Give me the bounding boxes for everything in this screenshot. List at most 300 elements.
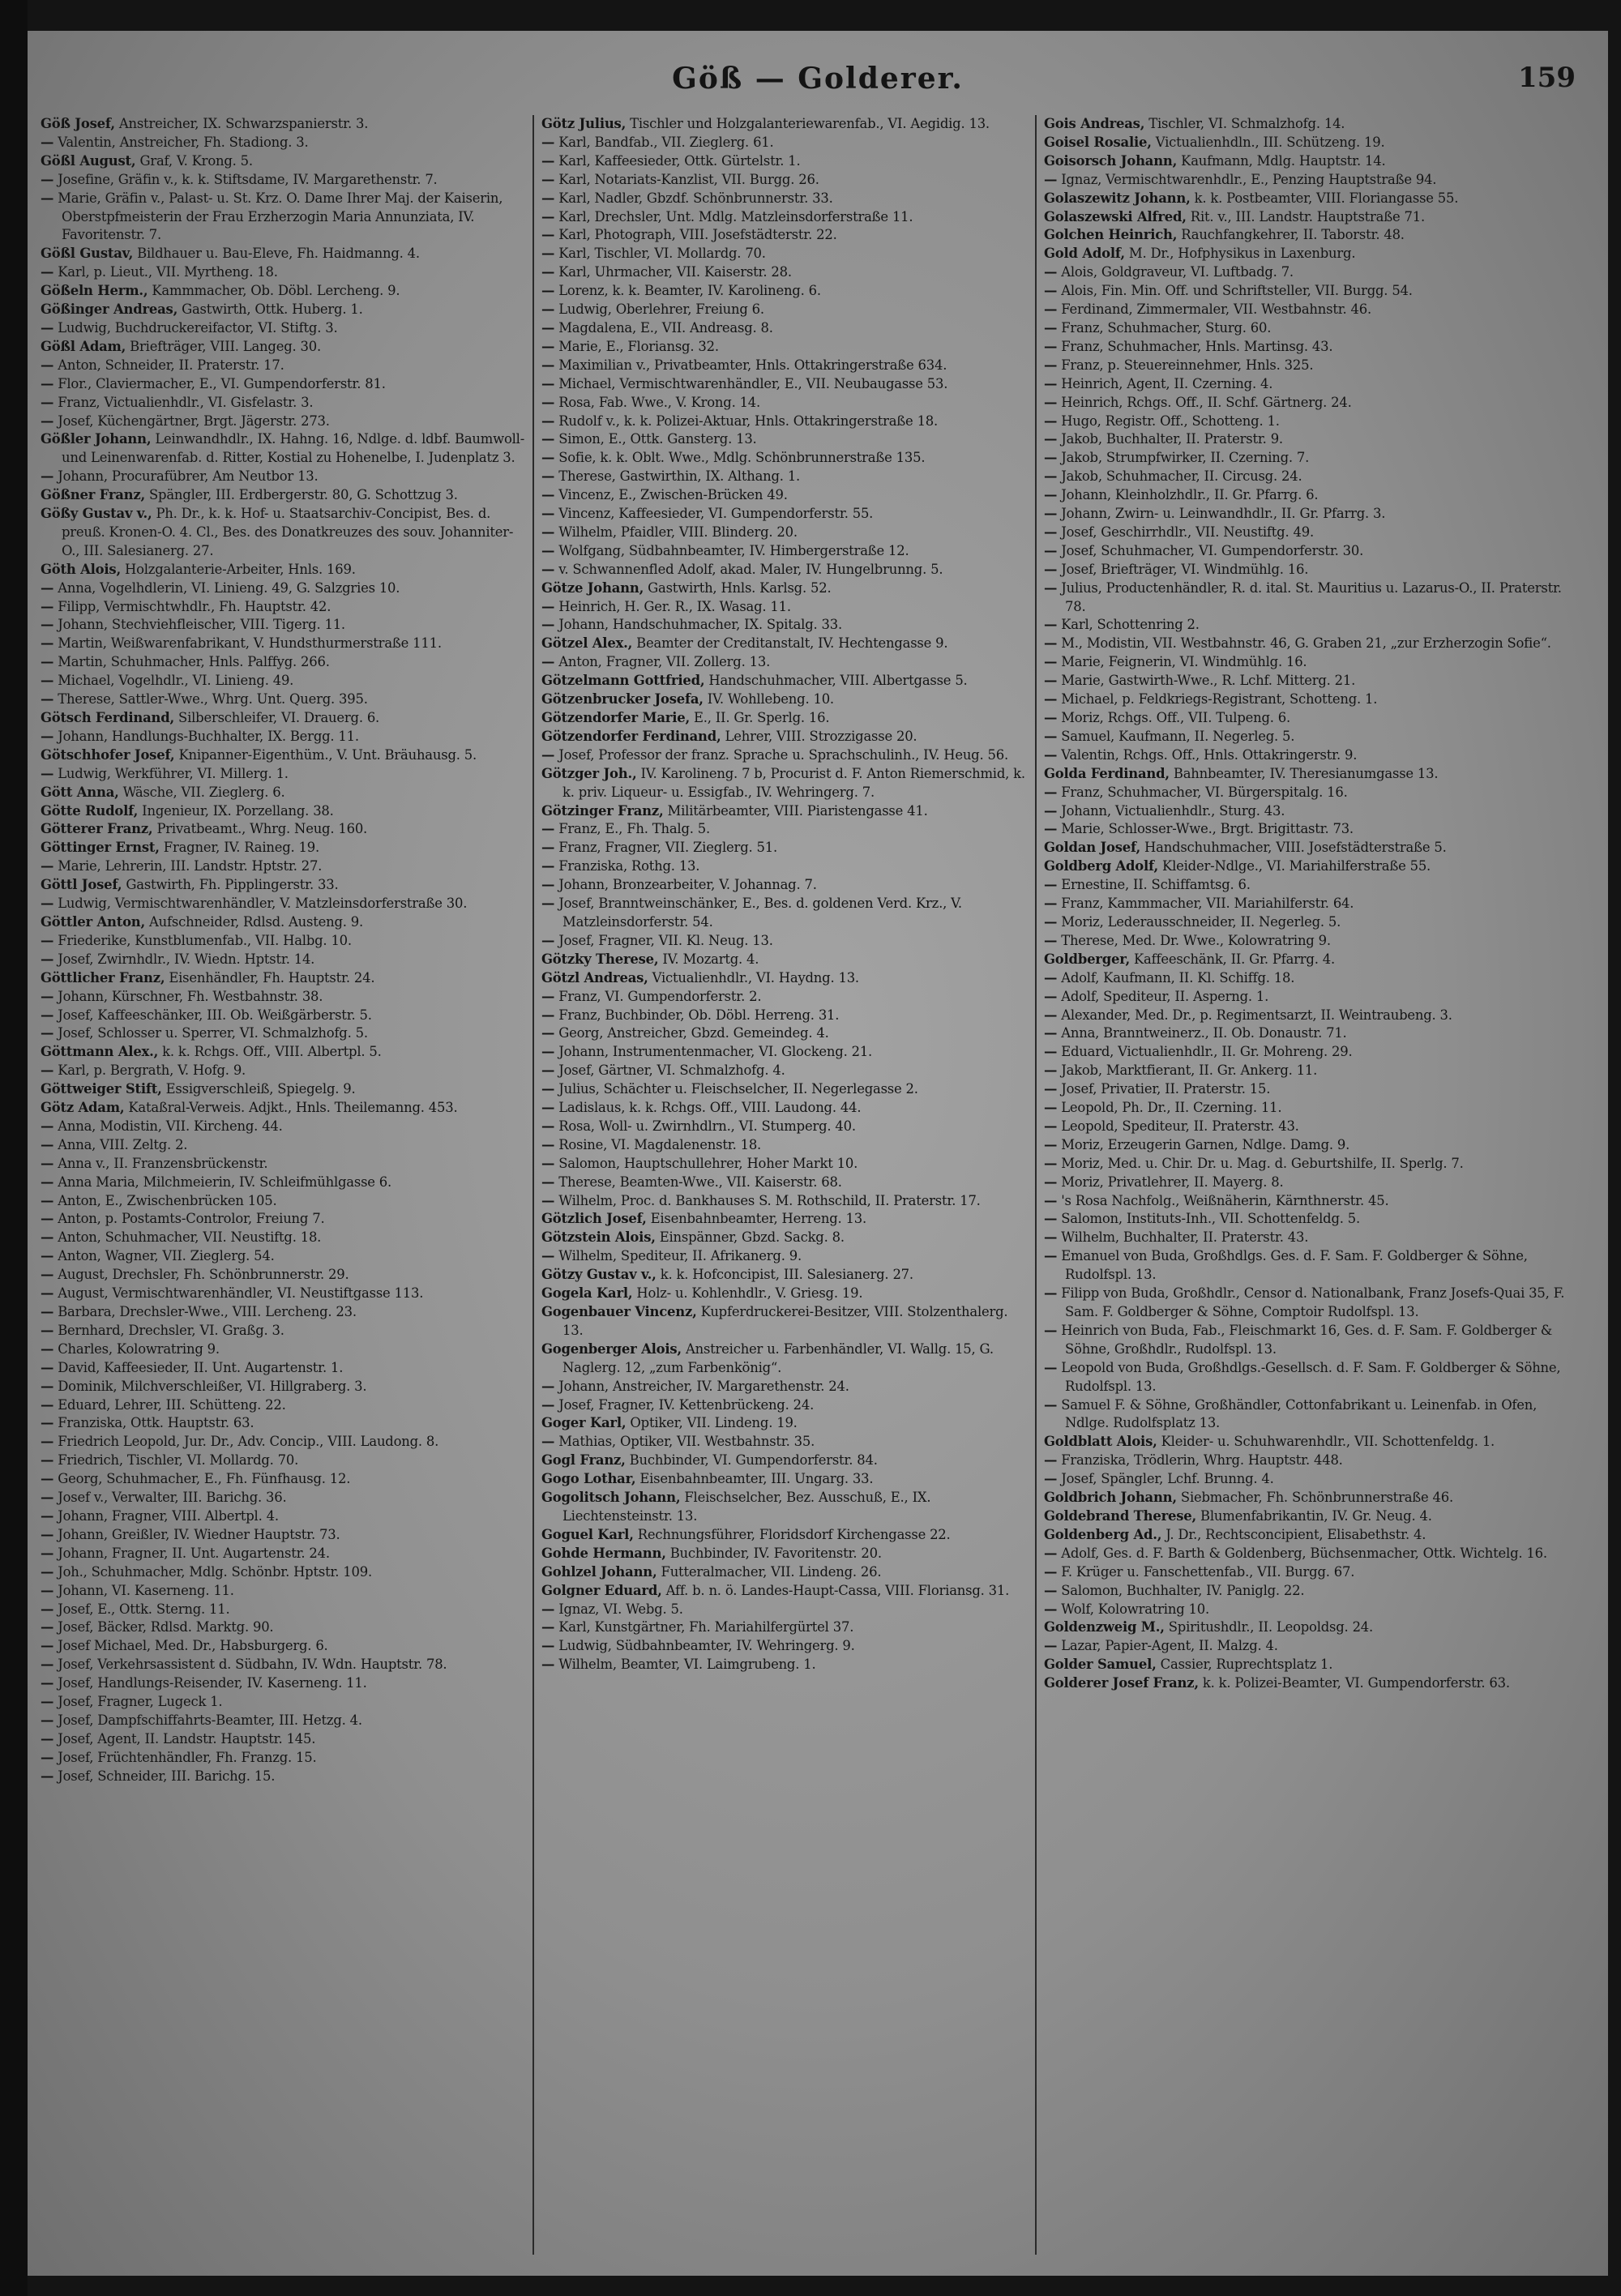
directory-entry bbox=[1044, 1155, 1579, 1174]
entry-name: — bbox=[41, 1490, 54, 1506]
entry-details: Karl, p. Bergrath, V. Hofg. 9. bbox=[53, 1062, 246, 1079]
entry-name: — bbox=[41, 1378, 54, 1394]
entry-name: — bbox=[41, 468, 54, 485]
directory-entry bbox=[41, 1080, 527, 1099]
directory-entry bbox=[541, 1229, 1029, 1247]
entry-details: Fragner, IV. Raineg. 19. bbox=[159, 840, 320, 856]
entry-details: k. k. Hofconcipist, III. Salesianerg. 27. bbox=[656, 1267, 913, 1283]
entry-details: Aufschneider, Rdlsd. Austeng. 9. bbox=[145, 913, 363, 930]
entry-details: Moriz, Med. u. Chir. Dr. u. Mag. d. Geburtshilfe, II. Sperlg. 7. bbox=[1057, 1155, 1464, 1171]
entry-details: Holzgalanterie-Arbeiter, Hnls. 169. bbox=[120, 561, 356, 577]
entry-details: Sofie, k. k. Oblt. Wwe., Mdlg. Schönbrunnerstraße 135. bbox=[554, 450, 926, 466]
entry-details: Karl, Schottenring 2. bbox=[1057, 617, 1200, 633]
directory-entry bbox=[1044, 245, 1579, 263]
directory-entry bbox=[41, 486, 527, 505]
directory-entry bbox=[1044, 505, 1579, 524]
entry-details: Wilhelm, Beamter, VI. Laimgrubeng. 1. bbox=[554, 1657, 816, 1673]
entry-name: Götz Adam, bbox=[41, 1100, 125, 1116]
entry-name: Gohde Hermann, bbox=[541, 1545, 666, 1561]
directory-entry bbox=[541, 1470, 1029, 1489]
directory-entry bbox=[41, 190, 527, 246]
entry-details: Martin, Schuhmacher, Hnls. Palffyg. 266. bbox=[53, 654, 330, 670]
entry-name: Gogolitsch Johann, bbox=[541, 1490, 681, 1506]
entry-name: — bbox=[41, 1434, 54, 1450]
directory-entry bbox=[1044, 746, 1579, 765]
entry-name: — bbox=[41, 357, 54, 373]
entry-details: Karl, Notariats-Kanzlist, VII. Burgg. 26. bbox=[554, 171, 819, 187]
entry-details: Anstreicher, IX. Schwarzspanierstr. 3. bbox=[114, 116, 369, 131]
entry-name: — bbox=[1044, 1638, 1058, 1654]
entry-details: Anton, Wagner, VII. Zieglerg. 54. bbox=[53, 1248, 275, 1264]
directory-entry bbox=[541, 190, 1029, 208]
entry-details: Karl, Drechsler, Unt. Mdlg. Matzleinsdorferstraße 11. bbox=[554, 208, 913, 224]
directory-entry bbox=[41, 765, 527, 784]
directory-entry bbox=[41, 1674, 527, 1693]
directory-entry bbox=[41, 672, 527, 691]
entry-name: — bbox=[1044, 635, 1058, 652]
directory-entry bbox=[541, 468, 1029, 486]
entry-details: Johann, Stechviehfleischer, VIII. Tigerg. 11. bbox=[53, 617, 345, 633]
entry-name: — bbox=[541, 746, 555, 763]
entry-name: — bbox=[41, 190, 54, 206]
entry-details: Anstreicher u. Farbenhändler, VI. Wallg. 15, G. Naglerg. 12, „zum Farbenkönig“. bbox=[562, 1340, 994, 1375]
entry-name: — bbox=[541, 246, 555, 262]
entry-name: — bbox=[541, 301, 555, 318]
entry-name: Götzky Therese, bbox=[541, 951, 659, 967]
entry-details: Friederike, Kunstblumenfab., VII. Halbg. 10. bbox=[53, 932, 352, 948]
directory-entry bbox=[1044, 1043, 1579, 1062]
directory-entry bbox=[541, 1285, 1029, 1303]
directory-entry bbox=[41, 357, 527, 375]
entry-details: Graf, V. Krong. 5. bbox=[135, 152, 253, 169]
directory-entry bbox=[41, 430, 527, 468]
directory-entry bbox=[541, 765, 1029, 802]
entry-name: Gogela Karl, bbox=[541, 1285, 633, 1302]
directory-entry bbox=[541, 1601, 1029, 1619]
entry-details: Josef, Verkehrsassistent d. Südbahn, IV. Wdn. Hauptstr. 78. bbox=[53, 1657, 447, 1673]
entry-name: — bbox=[41, 635, 54, 652]
entry-details: Vincenz, E., Zwischen-Brücken 49. bbox=[554, 487, 788, 503]
entry-name: — bbox=[41, 1174, 54, 1190]
entry-details: Tischler und Holzgalanteriewarenfab., VI. Aegidig. 13. bbox=[626, 116, 990, 131]
entry-name: — bbox=[1044, 524, 1058, 540]
entry-name: — bbox=[1044, 1285, 1058, 1302]
entry-details: IV. Karolineng. 7 b, Procurist d. F. Anton Riemerschmid, k. k. priv. Liqueur- u. Essigfab., IV. Wehringerg. 7. bbox=[562, 765, 1025, 800]
entry-details: Johann, Kleinholzhdlr., II. Gr. Pfarrg. 6. bbox=[1057, 487, 1319, 503]
directory-entry bbox=[41, 394, 527, 413]
entry-name: — bbox=[1044, 1025, 1058, 1041]
directory-entry bbox=[541, 1118, 1029, 1136]
entry-details: Ferdinand, Zimmermaler, VII. Westbahnstr. 46. bbox=[1057, 301, 1372, 318]
entry-name: — bbox=[1044, 394, 1058, 410]
entry-name: — bbox=[541, 896, 555, 912]
directory-entry bbox=[1044, 1118, 1579, 1136]
entry-name: — bbox=[541, 171, 555, 187]
directory-entry bbox=[41, 1601, 527, 1619]
directory-entry bbox=[41, 709, 527, 728]
directory-entry bbox=[41, 1285, 527, 1303]
directory-entry bbox=[541, 691, 1029, 709]
entry-details: Karl, Tischler, VI. Mollardg. 70. bbox=[554, 246, 766, 262]
entry-details: Moriz, Privatlehrer, II. Mayerg. 8. bbox=[1057, 1174, 1284, 1190]
entry-details: Lehrer, VIII. Strozzigasse 20. bbox=[721, 728, 917, 744]
entry-name: — bbox=[541, 487, 555, 503]
entry-name: — bbox=[41, 932, 54, 948]
entry-name: — bbox=[541, 1248, 555, 1264]
entry-name: — bbox=[541, 431, 555, 447]
directory-entry bbox=[41, 839, 527, 857]
entry-details: Johann, Handlungs-Buchhalter, IX. Bergg. 11. bbox=[53, 728, 359, 744]
entry-name: — bbox=[1044, 896, 1058, 912]
entry-name: — bbox=[1044, 1601, 1058, 1617]
entry-details: Handschuhmacher, VIII. Albertgasse 5. bbox=[704, 673, 968, 689]
entry-name: — bbox=[541, 932, 555, 948]
directory-entry bbox=[41, 561, 527, 579]
entry-details: Wilhelm, Pfaidler, VIII. Blinderg. 20. bbox=[554, 524, 798, 540]
entry-name: — bbox=[1044, 1452, 1058, 1469]
entry-details: Marie, Lehrerin, III. Landstr. Hptstr. 27. bbox=[53, 858, 323, 874]
entry-details: Eisenbahnbeamter, III. Ungarg. 33. bbox=[635, 1471, 874, 1487]
directory-entry bbox=[541, 1043, 1029, 1062]
directory-entry bbox=[41, 1266, 527, 1285]
entry-name: — bbox=[1044, 802, 1058, 819]
entry-details: Julius, Productenhändler, R. d. ital. St. Mauritius u. Lazarus-O., II. Praterstr. 78. bbox=[1057, 579, 1562, 614]
entry-details: Wilhelm, Proc. d. Bankhauses S. M. Rothschild, II. Praterstr. 17. bbox=[554, 1192, 981, 1208]
entry-name: — bbox=[1044, 617, 1058, 633]
entry-name: — bbox=[1044, 1174, 1058, 1190]
entry-details: Rudolf v., k. k. Polizei-Aktuar, Hnls. Ottakringerstraße 18. bbox=[554, 413, 939, 429]
entry-name: — bbox=[1044, 1545, 1058, 1561]
entry-details: Heinrich, H. Ger. R., IX. Wasag. 11. bbox=[554, 598, 791, 614]
entry-name: — bbox=[541, 877, 555, 893]
directory-entry bbox=[41, 802, 527, 821]
directory-entry bbox=[1044, 876, 1579, 895]
directory-entry bbox=[1044, 115, 1579, 134]
entry-details: Marie, Gastwirth-Wwe., R. Lchf. Mitterg. 21. bbox=[1057, 673, 1356, 689]
entry-details: v. Schwannenfled Adolf, akad. Maler, IV. Hungelbrunng. 5. bbox=[554, 561, 943, 577]
directory-entry bbox=[1044, 672, 1579, 691]
entry-details: Marie, Schlosser-Wwe., Brgt. Brigittastr. 73. bbox=[1057, 821, 1354, 837]
entry-name: Götzl Andreas, bbox=[541, 969, 648, 986]
directory-entry bbox=[1044, 1099, 1579, 1118]
entry-details: Franz, p. Steuereinnehmer, Hnls. 325. bbox=[1057, 357, 1314, 373]
entry-name: — bbox=[1044, 988, 1058, 1004]
entry-name: Göttmann Alex., bbox=[41, 1044, 159, 1060]
directory-entry bbox=[1044, 1433, 1579, 1452]
entry-name: Götsch Ferdinand, bbox=[41, 710, 175, 725]
entry-name: Goldbrich Johann, bbox=[1044, 1490, 1177, 1506]
directory-entry bbox=[41, 635, 527, 653]
entry-name: — bbox=[41, 617, 54, 633]
entry-name: — bbox=[41, 134, 54, 150]
directory-entry bbox=[1044, 1062, 1579, 1080]
entry-name: — bbox=[541, 1396, 555, 1413]
entry-name: Götzinger Franz, bbox=[541, 802, 664, 819]
entry-details: Friedrich Leopold, Jur. Dr., Adv. Concip., VIII. Laudong. 8. bbox=[53, 1434, 439, 1450]
entry-name: — bbox=[1044, 1248, 1058, 1264]
entry-name: — bbox=[541, 134, 555, 150]
directory-entry bbox=[1044, 709, 1579, 728]
entry-name: — bbox=[1044, 1211, 1058, 1227]
entry-name: — bbox=[1044, 1100, 1058, 1116]
entry-details: Josef, Schlosser u. Sperrer, VI. Schmalzhofg. 5. bbox=[53, 1025, 368, 1041]
directory-entry bbox=[41, 413, 527, 431]
entry-name: — bbox=[1044, 1155, 1058, 1171]
directory-entry bbox=[41, 820, 527, 839]
entry-details: Alois, Goldgraveur, VI. Luftbadg. 7. bbox=[1057, 264, 1294, 280]
entry-name: — bbox=[1044, 728, 1058, 744]
directory-entry bbox=[541, 282, 1029, 301]
entry-details: Charles, Kolowratring 9. bbox=[53, 1340, 220, 1357]
directory-entry bbox=[1044, 857, 1579, 876]
column-divider bbox=[1035, 115, 1037, 2255]
entry-details: IV. Wohllebeng. 10. bbox=[703, 691, 834, 708]
entry-details: Magdalena, E., VII. Andreasg. 8. bbox=[554, 319, 773, 336]
entry-name: — bbox=[41, 896, 54, 912]
entry-details: Josef, Früchtenhändler, Fh. Franzg. 15. bbox=[53, 1749, 317, 1765]
entry-details: Rauchfangkehrer, II. Taborstr. 48. bbox=[1177, 227, 1405, 243]
directory-entry bbox=[41, 1489, 527, 1507]
entry-details: Anton, Fragner, VII. Zollerg. 13. bbox=[554, 654, 771, 670]
entry-name: Golaszewitz Johann, bbox=[1044, 190, 1191, 206]
entry-name: — bbox=[1044, 877, 1058, 893]
directory-entry bbox=[1044, 413, 1579, 431]
directory-entry bbox=[41, 1099, 527, 1118]
entry-name: Gold Adolf, bbox=[1044, 246, 1125, 262]
entry-details: Jakob, Marktfierant, II. Gr. Ankerg. 11. bbox=[1057, 1062, 1318, 1079]
entry-details: Buchbinder, VI. Gumpendorferstr. 84. bbox=[625, 1452, 878, 1469]
entry-name: — bbox=[541, 319, 555, 336]
entry-details: IV. Mozartg. 4. bbox=[658, 951, 759, 967]
directory-entry bbox=[1044, 1656, 1579, 1674]
directory-entry bbox=[41, 1155, 527, 1174]
entry-name: — bbox=[541, 375, 555, 391]
directory-entry bbox=[1044, 1136, 1579, 1155]
entry-name: Göttlicher Franz, bbox=[41, 969, 165, 986]
entry-details: Johann, Instrumentenmacher, VI. Glockeng. 21. bbox=[554, 1044, 873, 1060]
directory-entry bbox=[541, 1247, 1029, 1266]
directory-entry bbox=[541, 728, 1029, 746]
entry-name: — bbox=[1044, 375, 1058, 391]
entry-name: — bbox=[41, 1340, 54, 1357]
entry-details: Victualienhdln., III. Schützeng. 19. bbox=[1151, 134, 1385, 150]
directory-entry bbox=[41, 1174, 527, 1192]
entry-details: Wolf, Kolowratring 10. bbox=[1057, 1601, 1209, 1617]
entry-details: Karl, Kunstgärtner, Fh. Mariahilfergürtel 37. bbox=[554, 1619, 854, 1635]
directory-entry bbox=[41, 1637, 527, 1656]
running-title: Göß — Golderer. bbox=[672, 62, 964, 96]
directory-entry bbox=[541, 820, 1029, 839]
entry-name: — bbox=[1044, 1081, 1058, 1097]
entry-name: — bbox=[541, 1378, 555, 1394]
entry-name: — bbox=[1044, 1229, 1058, 1246]
entry-name: Goldenzweig M., bbox=[1044, 1619, 1165, 1635]
entry-details: Alexander, Med. Dr., p. Regimentsarzt, II. Weintraubeng. 3. bbox=[1057, 1007, 1452, 1023]
entry-details: Spängler, III. Erdbergerstr. 80, G. Schottzug 3. bbox=[145, 487, 458, 503]
directory-entry bbox=[1044, 802, 1579, 821]
entry-details: Karl, Bandfab., VII. Zieglerg. 61. bbox=[554, 134, 774, 150]
entry-name: — bbox=[1044, 673, 1058, 689]
directory-entry bbox=[541, 115, 1029, 134]
entry-details: Kammmacher, Ob. Döbl. Lercheng. 9. bbox=[148, 283, 400, 299]
entry-name: — bbox=[541, 1007, 555, 1023]
directory-entry bbox=[541, 1582, 1029, 1601]
directory-entry bbox=[541, 430, 1029, 449]
entry-name: — bbox=[541, 264, 555, 280]
directory-entry bbox=[1044, 1285, 1579, 1322]
directory-entry bbox=[1044, 1674, 1579, 1693]
entry-details: Jakob, Buchhalter, II. Praterstr. 9. bbox=[1057, 431, 1283, 447]
entry-name: — bbox=[41, 951, 54, 967]
entry-details: Kleider- u. Schuhwarenhdlr., VII. Schottenfeldg. 1. bbox=[1157, 1434, 1495, 1450]
entry-name: — bbox=[41, 728, 54, 744]
entry-details: Mathias, Optiker, VII. Westbahnstr. 35. bbox=[554, 1434, 815, 1450]
entry-details: Georg, Schuhmacher, E., Fh. Fünfhausg. 12. bbox=[53, 1471, 351, 1487]
directory-entry bbox=[41, 1433, 527, 1452]
directory-entry bbox=[541, 226, 1029, 245]
entry-name: — bbox=[1044, 932, 1058, 948]
directory-entry bbox=[541, 1192, 1029, 1211]
entry-details: Jakob, Strumpfwirker, II. Czerning. 7. bbox=[1057, 450, 1310, 466]
entry-details: Heinrich, Rchgs. Off., II. Schf. Gärtnerg. 24. bbox=[1057, 394, 1352, 410]
directory-entry bbox=[541, 1024, 1029, 1043]
entry-details: Wilhelm, Spediteur, II. Afrikanerg. 9. bbox=[554, 1248, 802, 1264]
entry-name: — bbox=[541, 1025, 555, 1041]
entry-name: — bbox=[41, 1359, 54, 1375]
entry-details: Anton, E., Zwischenbrücken 105. bbox=[53, 1192, 277, 1208]
entry-details: Josef Michael, Med. Dr., Habsburgerg. 6. bbox=[53, 1638, 328, 1654]
entry-name: — bbox=[1044, 1007, 1058, 1023]
entry-name: — bbox=[1044, 283, 1058, 299]
directory-entry bbox=[541, 505, 1029, 524]
directory-entry bbox=[541, 245, 1029, 263]
entry-name: — bbox=[1044, 746, 1058, 763]
directory-entry bbox=[541, 746, 1029, 765]
directory-entry bbox=[1044, 190, 1579, 208]
directory-entry bbox=[41, 152, 527, 171]
entry-details: Josef, Geschirrhdlr., VII. Neustiftg. 49. bbox=[1057, 524, 1314, 540]
directory-entry bbox=[41, 857, 527, 876]
entry-details: Fleischselcher, Bez. Ausschuß, E., IX. Liechtensteinstr. 13. bbox=[562, 1490, 931, 1524]
entry-details: Optiker, VII. Lindeng. 19. bbox=[626, 1415, 798, 1431]
directory-entry bbox=[541, 375, 1029, 394]
directory-entry bbox=[1044, 1229, 1579, 1247]
entry-details: Buchbinder, IV. Favoritenstr. 20. bbox=[665, 1545, 882, 1561]
entry-name: — bbox=[541, 1638, 555, 1654]
entry-name: — bbox=[541, 1174, 555, 1190]
entry-details: Therese, Med. Dr. Wwe., Kolowratring 9. bbox=[1057, 932, 1331, 948]
entry-details: Johann, Handschuhmacher, IX. Spitalg. 33. bbox=[554, 617, 842, 633]
directory-entry bbox=[1044, 1507, 1579, 1526]
entry-name: — bbox=[541, 1434, 555, 1450]
entry-name: — bbox=[1044, 542, 1058, 558]
entry-name: — bbox=[41, 1415, 54, 1431]
entry-details: Flor., Claviermacher, E., VI. Gumpendorferstr. 81. bbox=[53, 375, 386, 391]
entry-details: Heinrich von Buda, Fab., Fleischmarkt 16, Ges. d. F. Sam. F. Goldberger & Söhne, Großhdlr., Rudolfspl. 13. bbox=[1057, 1322, 1553, 1357]
entry-name: — bbox=[41, 673, 54, 689]
directory-entry bbox=[541, 1433, 1029, 1452]
entry-name: — bbox=[1044, 1359, 1058, 1375]
entry-details: Adolf, Kaufmann, II. Kl. Schiffg. 18. bbox=[1057, 969, 1295, 986]
entry-name: — bbox=[1044, 413, 1058, 429]
entry-details: Kaffeeschänk, II. Gr. Pfarrg. 4. bbox=[1129, 951, 1335, 967]
entry-name: Gois Andreas, bbox=[1044, 116, 1145, 131]
entry-details: k. k. Postbeamter, VIII. Floriangasse 55. bbox=[1190, 190, 1459, 206]
entry-details: Johann, Fragner, II. Unt. Augartenstr. 24. bbox=[53, 1545, 330, 1561]
entry-details: Franz, Kammmacher, VII. Mariahilferstr. 64. bbox=[1057, 896, 1354, 912]
entry-name: — bbox=[41, 1025, 54, 1041]
entry-details: Karl, Uhrmacher, VII. Kaiserstr. 28. bbox=[554, 264, 792, 280]
entry-details: Vincenz, Kaffeesieder, VI. Gumpendorferstr. 55. bbox=[554, 506, 874, 522]
entry-details: Holz- u. Kohlenhdlr., V. Griesg. 19. bbox=[632, 1285, 863, 1302]
entry-details: Heinrich, Agent, II. Czerning. 4. bbox=[1057, 375, 1273, 391]
directory-entry bbox=[1044, 449, 1579, 468]
column-divider bbox=[532, 115, 534, 2255]
scan-edge bbox=[0, 0, 28, 2296]
entry-name: — bbox=[41, 579, 54, 596]
entry-name: — bbox=[41, 1507, 54, 1524]
entry-name: — bbox=[41, 1192, 54, 1208]
entry-name: — bbox=[541, 524, 555, 540]
directory-entry bbox=[1044, 1489, 1579, 1507]
entry-name: — bbox=[41, 1304, 54, 1319]
directory-entry bbox=[1044, 152, 1579, 171]
entry-name: — bbox=[41, 1062, 54, 1079]
entry-name: — bbox=[1044, 654, 1058, 670]
entry-details: Josef, Professor der franz. Sprache u. Sprachschulinh., IV. Heug. 56. bbox=[554, 746, 1008, 763]
entry-details: Karl, Nadler, Gbzdf. Schönbrunnerstr. 33. bbox=[554, 190, 833, 206]
entry-name: — bbox=[541, 988, 555, 1004]
entry-name: — bbox=[541, 1619, 555, 1635]
entry-details: Samuel F. & Söhne, Großhändler, Cottonfabrikant u. Leinenfab. in Ofen, Ndlge. Rudolfsplatz 13. bbox=[1057, 1396, 1538, 1431]
entry-name: — bbox=[41, 1582, 54, 1598]
directory-entry bbox=[1044, 913, 1579, 932]
entry-name: Goldblatt Alois, bbox=[1044, 1434, 1157, 1450]
directory-entry bbox=[41, 932, 527, 951]
directory-entry bbox=[1044, 579, 1579, 617]
entry-name: — bbox=[1044, 1471, 1058, 1487]
page-number: 159 bbox=[1518, 62, 1576, 94]
directory-entry bbox=[41, 1396, 527, 1415]
entry-name: — bbox=[41, 375, 54, 391]
directory-entry bbox=[41, 1043, 527, 1062]
entry-details: Franz, Schuhmacher, VI. Bürgerspitalg. 16. bbox=[1057, 784, 1348, 800]
directory-entry bbox=[1044, 1563, 1579, 1582]
directory-entry bbox=[541, 413, 1029, 431]
entry-name: Golder Samuel, bbox=[1044, 1657, 1157, 1673]
directory-entry bbox=[41, 1340, 527, 1359]
directory-entry bbox=[41, 1730, 527, 1749]
directory-entry bbox=[1044, 486, 1579, 505]
directory-entry bbox=[1044, 635, 1579, 653]
entry-details: Georg, Anstreicher, Gbzd. Gemeindeg. 4. bbox=[554, 1025, 829, 1041]
entry-name: — bbox=[541, 190, 555, 206]
entry-name: — bbox=[541, 1044, 555, 1060]
entry-name: — bbox=[41, 413, 54, 429]
entry-name: — bbox=[541, 227, 555, 243]
entry-details: Rosa, Woll- u. Zwirnhdlrn., VI. Stumperg. 40. bbox=[554, 1118, 856, 1134]
directory-entry bbox=[1044, 1452, 1579, 1470]
entry-details: Franz, VI. Gumpendorferstr. 2. bbox=[554, 988, 762, 1004]
directory-entry bbox=[541, 1563, 1029, 1582]
entry-name: Göth Alois, bbox=[41, 561, 121, 577]
directory-entry bbox=[1044, 895, 1579, 913]
directory-entry bbox=[41, 1136, 527, 1155]
directory-entry bbox=[41, 1768, 527, 1786]
directory-entry bbox=[41, 1618, 527, 1637]
entry-name: — bbox=[41, 1211, 54, 1227]
entry-details: Josef, Briefträger, VI. Windmühlg. 16. bbox=[1057, 561, 1309, 577]
